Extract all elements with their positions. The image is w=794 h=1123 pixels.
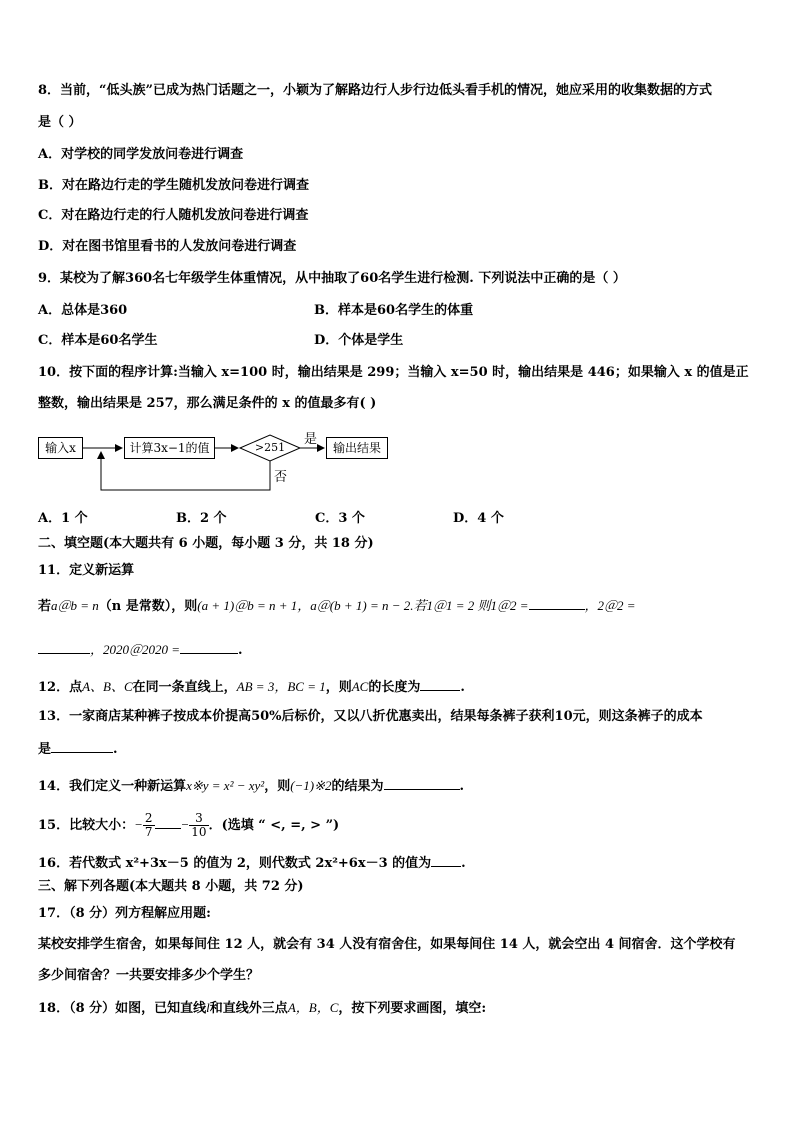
q12-text: 的长度为 [368,680,421,695]
fraction-denominator: 10 [191,825,207,839]
flow-input-box: 输入x [38,437,83,459]
q13-text: . [113,742,118,757]
q18-points: A，B，C [287,1000,339,1015]
answer-blank[interactable] [529,595,585,610]
q11-text: （n 是常数），则 [98,599,198,614]
answer-blank[interactable] [431,852,461,867]
q11-formula: .若1＠1 = 2 则1＠2 = [410,598,529,613]
q12-formula: A、B、C [82,679,133,694]
q13-stem-line1: 13．一家商店某种裤子按成本价提高50%后标价，又以八折优惠卖出，结果每条裤子获利10元，则这条裤子的成本 [38,709,703,724]
q17-body-line1: 某校安排学生宿舍，如果每间住 12 人，就会有 34 人没有宿舍住，如果每间住 14 人，就会空出 4 间宿舍．这个学校有 [38,937,736,952]
q11-formula: (a + 1)＠b = n + 1， [197,598,311,613]
fraction-2-7 [143,812,155,839]
flow-yes-label: 是 [304,432,318,447]
q12-line [38,676,465,697]
q10-stem-line2: 整数，输出结果是 257，那么满足条件的 x 的值最多有( ) [38,396,377,411]
answer-blank[interactable] [420,676,460,691]
q18-text: ，按下列要求画图，填空: [338,1001,487,1016]
q9-option-b: B．样本是60名学生的体重 [314,303,474,318]
flow-compare-label: >251 [254,441,286,454]
q14-line [38,775,464,796]
q11-formula: 2020＠2020 = [103,642,181,657]
q16-line [38,852,466,873]
q14-text: . [459,779,465,794]
q14-formula: x※y = x² − xy² [186,778,265,793]
q18-text: 18．（8 分）如图，已知直线 [38,1001,207,1016]
q12-text: 12．点 [38,680,83,695]
q9-option-c: C．样本是60名学生 [38,333,158,348]
q14-text: 14．我们定义一种新运算 [38,779,187,794]
fraction-3-10 [189,812,208,839]
q9-stem: 9．某校为了解360名七年级学生体重情况，从中抽取了60名学生进行检测. 下列说法中正确的是（ ） [38,271,626,286]
q8-option-a: A．对学校的同学发放问卷进行调查 [38,147,244,162]
q14-formula: (−1)※2 [290,778,332,793]
q8-stem-line1: 8．当前，“低头族”已成为热门话题之一，小颖为了解路边行人步行边低头看手机的情况，她应采用的收集数据的方式 [38,83,713,98]
q13-text: 是 [38,742,52,757]
q11-formula: a＠b = n [51,598,99,613]
section-3-heading: 三、解下列各题(本大题共 8 小题，共 72 分) [38,879,304,894]
answer-blank[interactable] [180,639,238,654]
q16-text: . [461,856,466,871]
q10-option-d: D．4 个 [453,511,504,526]
q15-text: 15．比较大小： [38,818,135,833]
q14-text: 的结果为 [331,779,384,794]
fraction-denominator: 7 [144,825,153,839]
q11-text: ， [90,642,104,657]
q11-formula: ，2＠2 = [584,598,636,613]
q17-title: 17．（8 分）列方程解应用题: [38,906,211,921]
answer-blank[interactable] [38,639,90,654]
q15-minus: − [134,817,143,832]
q11-line1 [38,595,636,616]
q8-option-d: D．对在图书馆里看书的人发放问卷进行调查 [38,239,297,254]
answer-blank[interactable] [155,814,181,829]
q8-option-c: C．对在路边行走的行人随机发放问卷进行调查 [38,208,309,223]
q9-option-a: A．总体是360 [38,303,128,318]
q14-text: ，则 [264,779,291,794]
q10-stem-line1: 10．按下面的程序计算:当输入 x=100 时，输出结果是 299；当输入 x=50 时，输出结果是 446；如果输入 x 的值是正 [38,365,749,380]
q13-stem-line2 [38,738,118,759]
q11-formula: a＠(b + 1) = n − 2 [310,598,411,613]
q16-text: 16．若代数式 x²+3x－5 的值为 2，则代数式 2x²+6x－3 的值为 [38,856,432,871]
fraction-numerator: 3 [189,812,208,826]
flow-no-label: 否 [274,470,288,485]
q8-stem-line2: 是（ ） [38,115,82,130]
q17-body-line2: 多少间宿舍？一共要安排多少个学生？ [38,968,260,983]
q11-text: 若 [38,599,52,614]
q18-line-l: l [206,1000,210,1015]
answer-blank[interactable] [384,775,460,790]
q12-formula: AC [351,679,369,694]
q10-option-a: A．1 个 [38,511,88,526]
fraction-numerator: 2 [144,811,153,825]
q11-title: 11．定义新运算 [38,563,135,578]
q12-text: ，则 [325,680,352,695]
answer-blank[interactable] [51,738,113,753]
q15-line [38,810,339,841]
q15-minus: − [180,817,190,832]
q12-text: 在同一条直线上， [132,680,237,695]
q10-flowchart [38,432,398,494]
q10-option-c: C．3 个 [315,511,365,526]
q12-text: . [460,680,465,695]
q18-text: 和直线外三点 [209,1001,288,1016]
q8-option-b: B．对在路边行走的学生随机发放问卷进行调查 [38,178,309,193]
flow-output-box: 输出结果 [326,437,388,459]
q9-option-d: D．个体是学生 [314,333,404,348]
q10-option-b: B．2 个 [176,511,227,526]
q15-text: ．(选填 “ <, =, > ”) [208,818,340,833]
flow-compute-box: 计算3x−1的值 [124,437,215,459]
q18-line [38,999,486,1018]
q12-formula: AB = 3，BC = 1 [236,679,326,694]
section-2-heading: 二、填空题(本大题共有 6 小题，每小题 3 分，共 18 分) [38,536,374,551]
q11-line2 [38,639,243,660]
q11-text: . [238,643,243,658]
